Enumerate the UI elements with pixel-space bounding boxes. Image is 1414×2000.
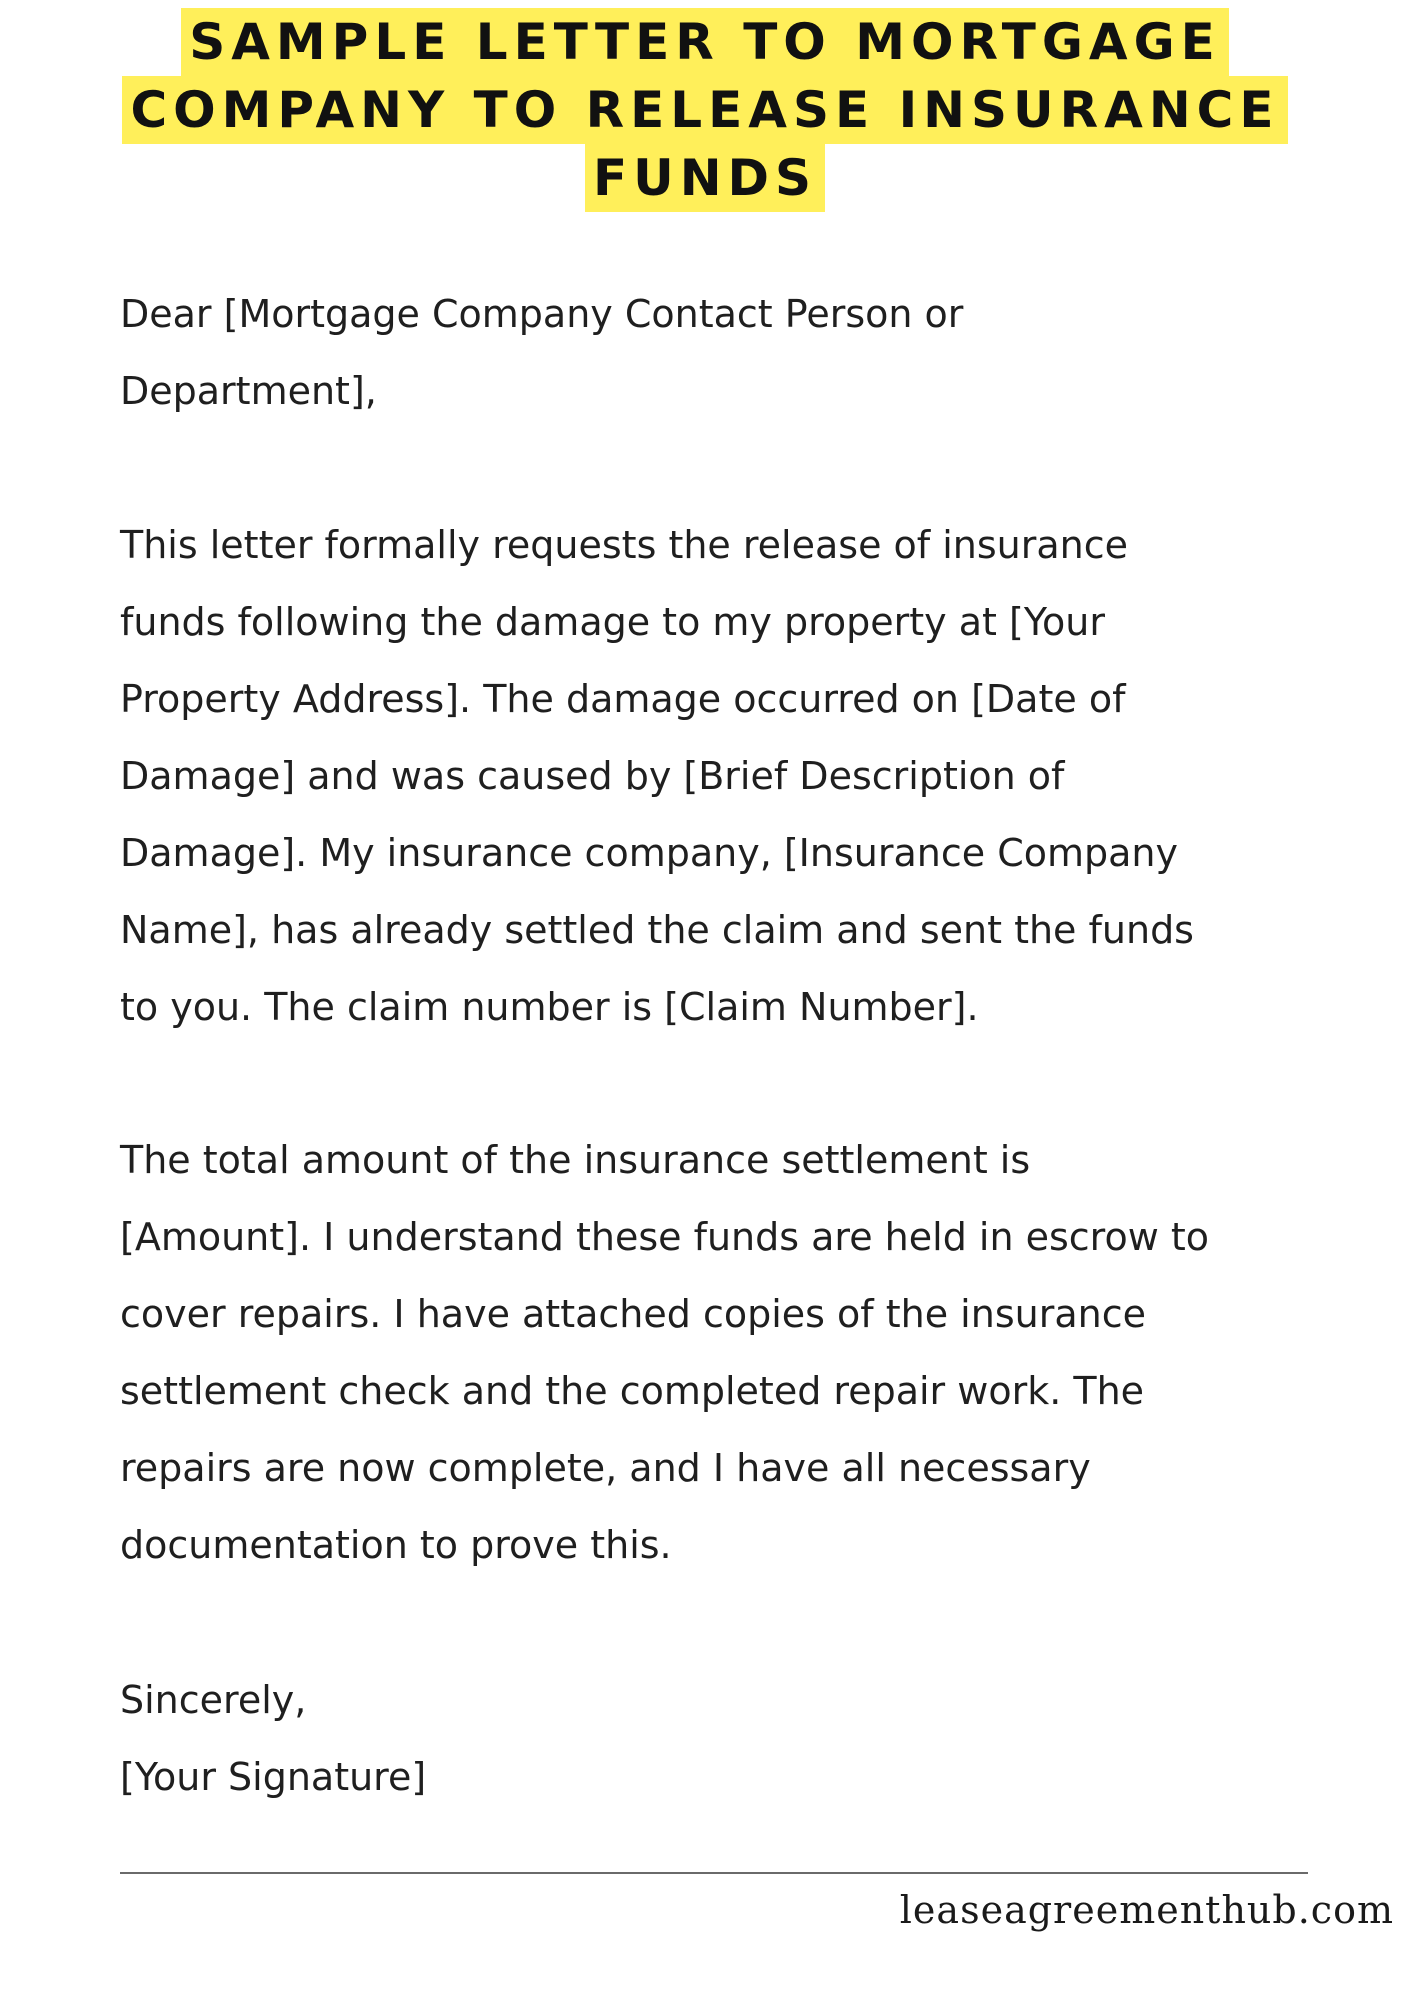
paragraph-line: Name], has already settled the claim and sent the funds <box>120 908 1194 952</box>
closing-salutation: Sincerely, <box>120 1678 307 1722</box>
title-line-1: SAMPLE LETTER TO MORTGAGE <box>181 8 1229 76</box>
paragraph-line: cover repairs. I have attached copies of the insurance <box>120 1292 1146 1336</box>
paragraph-line: settlement check and the completed repair work. The <box>120 1369 1145 1413</box>
paragraph-line: funds following the damage to my property at [Your <box>120 600 1105 644</box>
letter-closing <box>120 1662 1360 1816</box>
paragraph-line: Damage]. My insurance company, [Insurance Company <box>120 831 1178 875</box>
paragraph-line: to you. The claim number is [Claim Number]. <box>120 985 979 1029</box>
paragraph-line: The total amount of the insurance settlement is <box>120 1138 1031 1182</box>
paragraph-line: repairs are now complete, and I have all necessary <box>120 1446 1091 1490</box>
letter-paragraph-1 <box>120 507 1360 1046</box>
greeting-line: Department], <box>120 369 377 413</box>
letter-paragraph-2 <box>120 1122 1360 1584</box>
letter-greeting <box>120 276 1360 430</box>
signature-placeholder: [Your Signature] <box>120 1755 427 1799</box>
paragraph-line: This letter formally requests the release of insurance <box>120 523 1129 567</box>
paragraph-line: Damage] and was caused by [Brief Description of <box>120 754 1065 798</box>
letter-title <box>40 8 1370 212</box>
footer-brand: leaseagreementhub.com <box>899 1888 1394 1932</box>
greeting-line: Dear [Mortgage Company Contact Person or <box>120 292 964 336</box>
title-line-3: FUNDS <box>585 144 825 212</box>
paragraph-line: Property Address]. The damage occurred on [Date of <box>120 677 1126 721</box>
paragraph-line: documentation to prove this. <box>120 1523 672 1567</box>
title-line-2: COMPANY TO RELEASE INSURANCE <box>122 76 1287 144</box>
footer-divider <box>120 1872 1308 1874</box>
paragraph-line: [Amount]. I understand these funds are held in escrow to <box>120 1215 1210 1259</box>
